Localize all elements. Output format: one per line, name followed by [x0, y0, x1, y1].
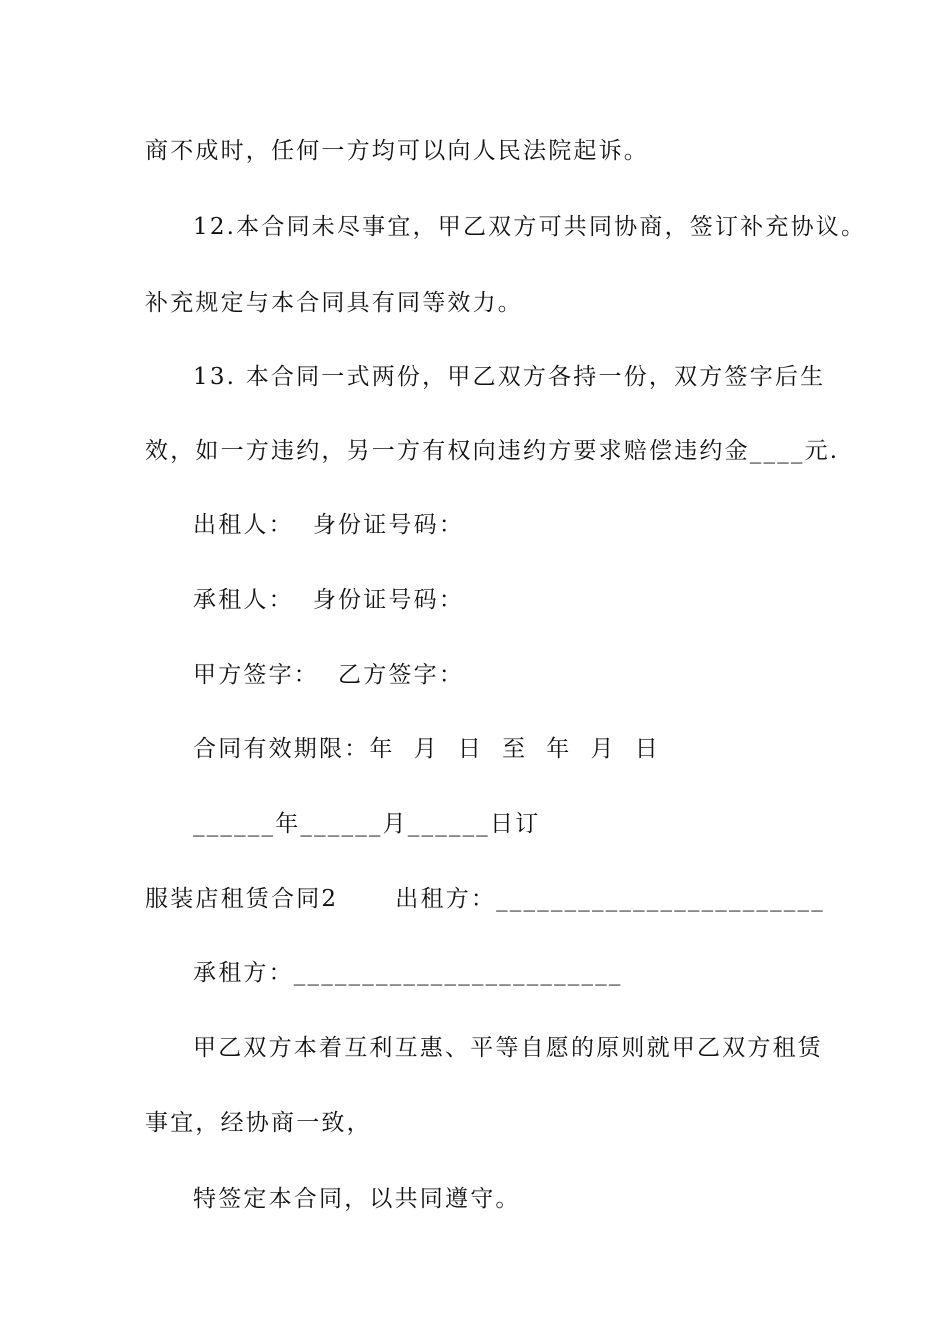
lessee-signature-line: 承租人： 身份证号码：: [193, 587, 465, 613]
clause-13-line-1: 13. 本合同一式两份，甲乙双方各持一份，双方签字后生: [193, 364, 826, 390]
contract-period-line: 合同有效期限：年 月 日 至 年 月 日: [193, 736, 660, 762]
principle-line-2: 事宜，经协商一致，: [145, 1110, 372, 1136]
paragraph-line: 商不成时，任何一方均可以向人民法院起诉。: [145, 138, 649, 164]
lessee-party-line: 承租方：________________________: [193, 960, 623, 986]
lessor-signature-line: 出租人： 身份证号码：: [193, 512, 465, 538]
clause-13-line-2: 效，如一方违约，另一方有权向违约方要求赔偿违约金____元.: [145, 438, 840, 464]
principle-line-3: 特签定本合同，以共同遵守。: [193, 1186, 521, 1212]
clause-12-line-1: 12.本合同未尽事宜，甲乙双方可共同协商，签订补充协议。: [193, 214, 867, 240]
signing-date-line: ______年______月______日订: [193, 811, 541, 837]
clause-12-line-2: 补充规定与本合同具有同等效力。: [145, 290, 523, 316]
second-contract-title-line: 服装店租赁合同2 出租方：________________________: [145, 886, 825, 912]
principle-line-1: 甲乙双方本着互利互惠、平等自愿的原则就甲乙双方租赁: [193, 1035, 823, 1061]
party-signature-line: 甲方签字： 乙方签字：: [193, 662, 465, 688]
